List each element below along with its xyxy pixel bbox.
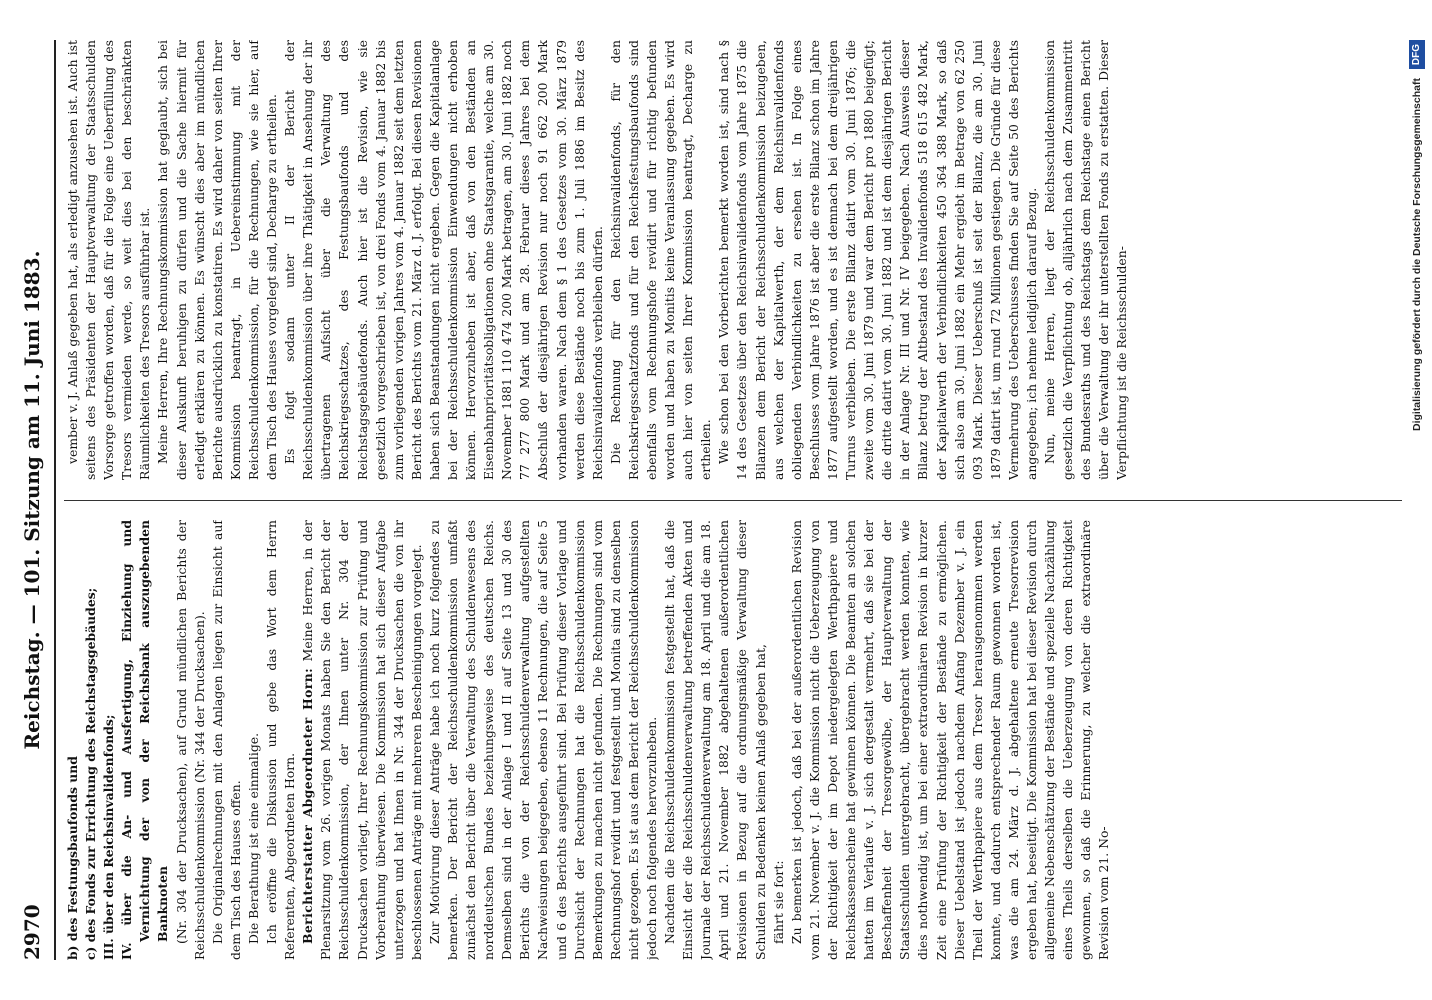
- paragraph: Wie schon bei den Vorberichten bemerkt worden ist, sind nach § 14 des Gesetzes über den Reichsinvalidenfonds vom Jahre 1875 die Bilanzen dem Bericht der Reichsschuldenkommission beizugeben, aus welchen der Kapitalwerth, der dem Reichsinvalidenfonds obliegenden Verbindlichkeiten zu ersehen ist. In Folge eines Beschlusses vom Jahre 1876 ist aber die erste Bilanz schon im Jahre 1877 aufgestellt worden, und es ist demnach bei dem dreijährigen Turnus verblieben. Die erste Bilanz datirt vom 30. Juni 1876; die zweite vom 30. Juni 1879 und war dem Bericht pro 1880 beigefügt; die dritte datirt vom 30. Juni 1882 und ist dem diesjährigen Bericht in der Anlage Nr. III und Nr. IV beigegeben. Nach Ausweis dieser Bilanz betrug der Altbestand des Invalidenfonds 518 615 482 Mark, der Kapitalwerth der Verbindlichkeiten 450 364 388 Mark, so daß sich also am 30. Juni 1882 ein Mehr ergiebt im Betrage von 62 250 093 Mark. Dieser Ueberschuß ist seit der Bilanz, die am 30. Juni 1879 datirt ist, um rund 72 Millionen gestiegen. Die Gründe für diese Vermehrung des Ueberschusses finden Sie auf Seite 50 des Berichts angegeben; ich nehme lediglich darauf Bezug.: [716, 40, 1039, 480]
- header-rule: [54, 40, 56, 960]
- paragraph: Zur Motivirung dieser Anträge habe ich noch kurz folgendes zu bemerken. Der Bericht der Reichsschuldenkommission umfaßt zunächst den Bericht über die Verwaltung des Schuldenwesens des norddeutschen Bundes beziehungsweise des deutschen Reichs. Demselben sind in der Anlage I und II auf Seite 13 und 30 des Berichts die von der Reichsschuldenverwaltung aufgestellten Nachweisungen beigegeben, ebenso 11 Rechnungen, die auf Seite 5 und 6 des Berichts ausgeführt sind. Bei Prüfung dieser Vorlage und Durchsicht der Rechnungen hat die Reichsschuldenkommission Bemerkungen zu machen nicht gefunden. Die Rechnungen sind vom Rechnungshof revidirt und festgestellt und Monita sind zu denselben nicht gezogen. Es ist aus dem Bericht der Reichsschuldenkommission jedoch noch folgendes hervorzuheben.: [426, 520, 659, 960]
- text-columns: [64, 40, 1402, 960]
- column-divider: [64, 500, 1402, 501]
- paragraph: Nun, meine Herren, liegt der Reichsschuldenkommission gesetzlich die Verpflichtung ob, alljährlich nach dem Zusammentritt des Bundesraths und des Reichstags dem Reichstage einen Bericht über die Verwaltung der ihr unterstellten Fonds zu erstatten. Dieser Verpflichtung ist die Reichsschulden-: [1042, 40, 1130, 480]
- paragraph: Es folgt sodann unter II der Bericht der Reichsschuldenkommission über ihre Thätigkeit in Ansehung der ihr übertragenen Aufsicht über die Verwaltung des Reichskriegsschatzes, des Festungsbaufonds und des Reichstagsgebäudefonds. Auch hier ist die Revision, wie sie gesetzlich vorgeschrieben ist, von drei Fonds vom 4. Januar 1882 bis zum vorliegenden vorigen Jahres vom 4. Januar 1882 seit dem letzten Bericht des Berichts vom 21. März d. J. erfolgt. Bei diesen Revisionen haben sich Beanstandungen nicht ergeben. Gegen die Kapitalanlage bei der Reichsschuldenkommission Einwendungen nicht erhoben können. Hervorzuheben ist aber, daß von den Beständen an Eisenbahnprioritätsobligationen ohne Staatsgarantie, welche am 30. November 1881 110 474 200 Mark betragen, am 30. Juni 1882 noch 77 277 800 Mark und am 28. Februar dieses Jahres bei dem Abschluß der diesjährigen Revision nur noch 91 662 200 Mark vorhanden waren. Nach dem § 1 des Gesetzes vom 30. März 1879 werden diese Bestände noch bis zum 1. Juli 1886 im Besitz des Reichsinvalidenfonds verbleiben dürfen.: [282, 40, 605, 480]
- paragraph: Die Originalrechnungen mit den Anlagen liegen zur Einsicht auf dem Tisch des Hauses offen.: [209, 520, 243, 960]
- speaker-label: Berichterstatter Abgeordneter Horn:: [300, 667, 316, 944]
- right-column: [64, 40, 1402, 480]
- paragraph: Die Rechnung für den Reichsinvalidenfonds, für den Reichskriegsschatzfonds und für den Reichsfestungsbaufonds sind ebenfalls vom Rechnungshofe revidirt und für richtig befunden worden und haben zu Monitis keine Veranlassung gegeben. Es wird auch hier von seiten Ihrer Kommission beantragt, Decharge zu ertheilen.: [607, 40, 714, 480]
- credit-text: Digitalisierung gefördert durch die Deutsche Forschungsgemeinschaft: [1411, 78, 1423, 432]
- page-number: 2970: [20, 904, 44, 960]
- paragraph: Nachdem die Reichsschuldenkommission festgestellt hat, daß die Einsicht der die Reichsschuldenverwaltung betreffenden Akten und Journale der Reichsschuldenverwaltung am 18. April und die am 18. April und 21. November 1882 abgehaltenen außerordentlichen Revisionen in Bezug auf die ordnungsmäßige Verwaltung dieser Schulden zu Bedenken keinen Anlaß gegeben hat,: [662, 520, 768, 960]
- agenda-item: III. über den Reichsinvalidenfonds;: [101, 714, 117, 960]
- paragraph: (Nr. 304 der Drucksachen), auf Grund mündlichen Berichts der Reichsschuldenkommission (Nr. 344 der Drucksachen).: [173, 520, 207, 960]
- page-title: Reichstag. — 101. Sitzung am 11. Juni 1883.: [20, 250, 44, 750]
- paragraph: Meine Herren, Ihre Rechnungskommission hat geglaubt, sich bei dieser Auskunft beruhigen zu dürfen und die Sache hiermit für erledigt erklären zu können. Es wünscht dies aber im mündlichen Berichte ausdrücklich zu konstatiren. Es wird daher von seiten Ihrer Kommission beantragt, in Uebereinstimmung mit der Reichsschuldenkommission, für die Rechnungen, wie sie hier, auf dem Tisch des Hauses vorgelegt sind, Decharge zu ertheilen.: [155, 40, 280, 480]
- paragraph: vember v. J. Anlaß gegeben hat, als erledigt anzusehen ist. Auch ist seitens des Präsidenten der Hauptverwaltung der Staatsschulden Vorsorge getroffen worden, daß für die Folge eine Ueberfüllung des Tresors vermieden werde, so weit dies bei den beschränkten Räumlichkeiten des Tresors ausführbar ist.: [65, 40, 153, 480]
- paragraph: Die Berathung ist eine einmalige.: [245, 732, 261, 944]
- page-header: [12, 40, 52, 960]
- paragraph: fährt sie fort:: [770, 860, 786, 944]
- agenda-item: IV. über die An- und Ausfertigung, Einziehung und Vernichtung der von der Reichsbank auszugebenden Banknoten: [119, 520, 171, 960]
- paragraph: Ich eröffne die Diskussion und gebe das Wort dem Herrn Referenten, Abgeordneten Horn.: [264, 520, 298, 960]
- agenda-item: b) des Festungsbaufonds und: [65, 756, 80, 960]
- agenda-item: c) des Fonds zur Errichtung des Reichstagsgebäudes;: [83, 587, 99, 960]
- dfg-logo: DFG: [1409, 40, 1425, 69]
- speech-text: Meine Herren, in der Plenarsitzung vom 26. vorigen Monats haben Sie den Bericht der Reichsschuldenkommission, der Ihnen unter Nr. 304 der Drucksachen vorliegt, Ihrer Rechnungskommission zur Prüfung und Vorberathung überwiesen. Die Kommission hat sich dieser Aufgabe unterzogen und hat Ihnen in Nr. 344 der Drucksachen die von ihr beschlossenen Anträge mit mehreren Bescheinigungen vorgelegt.: [300, 520, 424, 960]
- left-column: [64, 520, 1402, 960]
- paragraph: Zu bemerken ist jedoch, daß bei der außerordentlichen Revision vom 21. November v. J. die Kommission nicht die Ueberzeugung von der Richtigkeit der im Depot niedergelegten Werthpapiere und Reichskassenscheine hat gewinnen können. Die Beamten an solchen hatten im Verlaufe v. J. sich dergestalt vermehrt, daß sie bei der Beschaffenheit der Tresorgewölbe, der Hauptverwaltung der Staatsschulden untergebracht, übergebracht werden konnten, wie dies nothwendig ist, um bei einer extraordinären Revision in kurzer Zeit eine Prüfung der Richtigkeit der Bestände zu ermöglichen. Dieser Uebelstand ist jedoch nachdem Anfang Dezember v. J. ein Theil der Werthpapiere aus dem Tresor herausgenommen werden konnte, und dadurch entsprechender Raum gewonnen worden ist, was die am 24. März d. J. abgehaltene erneute Tresorrevision ergeben hat, beseitigt. Die Kommission hat bei dieser Revision durch allgemeine Nebenschätzung der Bestände und spezielle Nachzählung eines Theils derselben die Ueberzeugung von deren Richtigkeit gewonnen, so daß die Erinnerung, zu welcher die extraordinäre Revision vom 21. No-: [788, 520, 1112, 960]
- speech-paragraph: [299, 520, 426, 960]
- digitization-credit: [1406, 40, 1428, 960]
